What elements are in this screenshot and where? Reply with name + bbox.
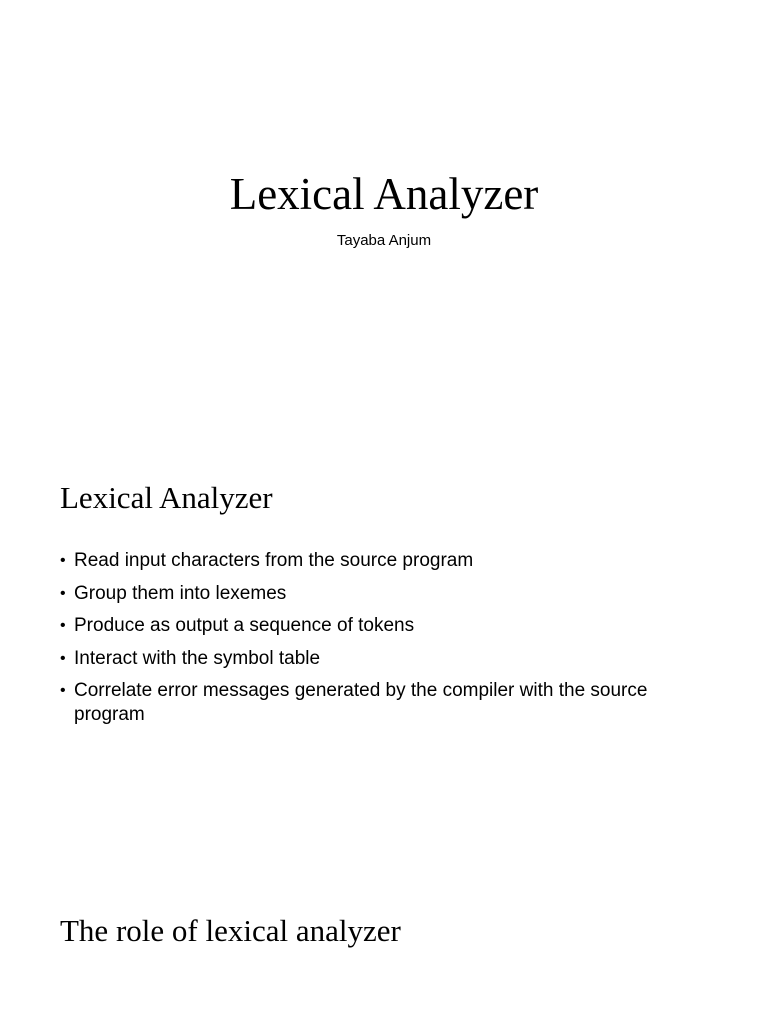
bullet-icon: • [60,649,66,667]
list-item [60,679,720,727]
list-item-text: Group them into lexemes [74,582,287,604]
bullet-icon: • [60,552,66,569]
list-item-text: Produce as output a sequence of tokens [74,615,415,636]
bullet-icon: • [60,682,66,699]
section-heading-role: The role of lexical analyzer [60,913,401,948]
list-item [60,582,720,606]
bullet-list [60,549,720,736]
list-item-text: Interact with the symbol table [74,647,321,669]
bullet-icon: • [60,617,66,634]
list-item [60,614,720,638]
list-item-text: Correlate error messages generated by the compiler with the source program [74,680,648,725]
slide-title: Lexical Analyzer [229,169,539,219]
slide-author: Tayaba Anjum [336,232,432,249]
bullet-icon: • [60,584,66,602]
section-heading-lexical-analyzer: Lexical Analyzer [60,480,273,515]
list-item-text: Read input characters from the source program [74,550,474,571]
list-item [60,549,720,573]
list-item [60,647,720,671]
